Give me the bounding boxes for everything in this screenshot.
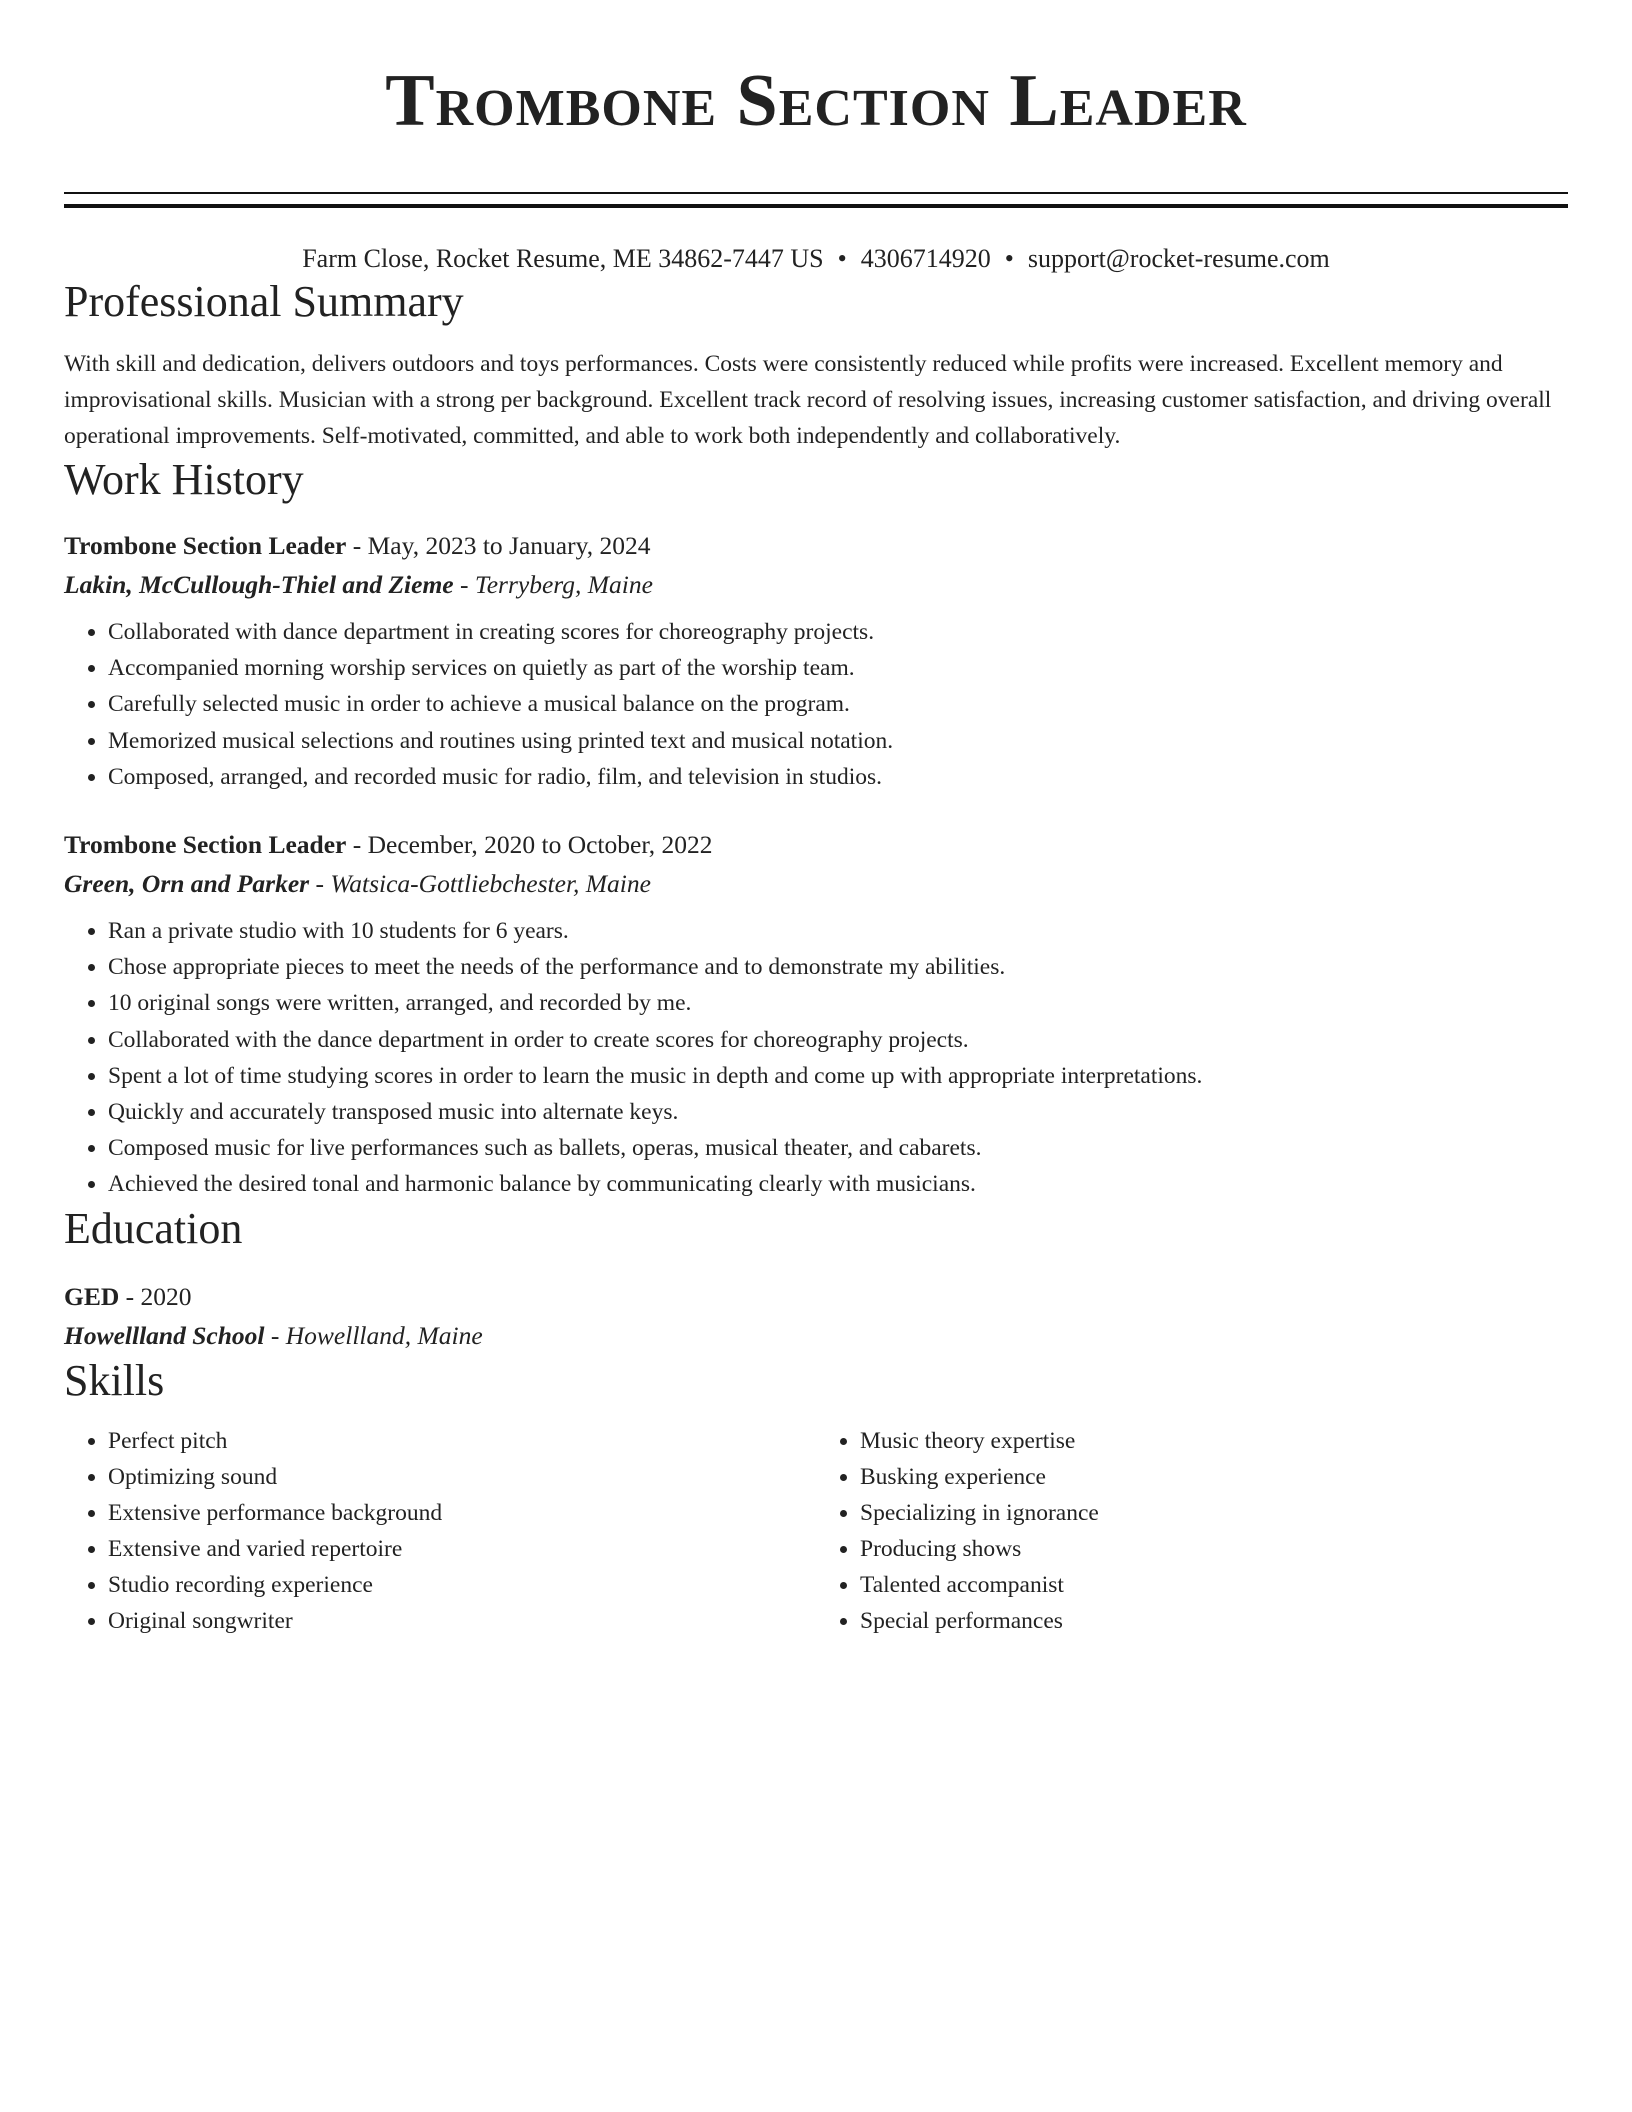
job-bullet: • Composed music for live performances such as ballets, operas, musical theater, and cabarets.: [108, 1130, 1568, 1166]
education-location: Howellland, Maine: [285, 1320, 483, 1350]
job-bullet: • Quickly and accurately transposed music into alternate keys.: [108, 1094, 1568, 1130]
skill-item: • Studio recording experience: [108, 1567, 816, 1603]
contact-email: support@rocket-resume.com: [1027, 244, 1330, 273]
job-location: Terryberg, Maine: [474, 570, 653, 599]
work-history-heading: Work History: [64, 455, 304, 504]
job-bullet: • Composed, arranged, and recorded music for radio, film, and television in studios.: [108, 759, 1568, 795]
job-location: Watsica-Gottliebchester, Maine: [330, 869, 651, 899]
skill-item: • Optimizing sound: [108, 1459, 816, 1495]
skill-item: • Specializing in ignorance: [860, 1495, 1568, 1531]
job-position: Trombone Section Leader: [64, 830, 347, 860]
skills-list-left: [64, 1423, 816, 1639]
education-degree: GED: [64, 1281, 120, 1311]
skills-heading: Skills: [64, 1355, 165, 1405]
job-bullet-list: [64, 614, 1568, 795]
job-bullet: • Collaborated with dance department in creating scores for choreography projects.: [108, 614, 1568, 650]
resume-name-title: Trombone Section Leader: [385, 60, 1247, 142]
job-company-line: [64, 864, 1568, 903]
education-degree-line: [64, 1277, 1568, 1316]
job-company: Green, Orn and Parker: [64, 869, 310, 899]
contact-separator: •: [837, 244, 847, 273]
contact-separator: •: [1004, 244, 1014, 273]
skill-item: • Original songwriter: [108, 1603, 816, 1639]
job-position: Trombone Section Leader: [64, 531, 347, 560]
job-bullet: • Memorized musical selections and routines using printed text and musical notation.: [108, 723, 1568, 759]
skill-item: • Special performances: [860, 1603, 1568, 1639]
job-entry: [64, 526, 1568, 795]
job-company-line: [64, 565, 1568, 604]
dash: -: [119, 1281, 141, 1311]
skill-item: • Extensive and varied repertoire: [108, 1531, 816, 1567]
education-year: 2020: [140, 1281, 192, 1311]
dash: -: [453, 570, 475, 599]
job-bullet: • Accompanied morning worship services on quietly as part of the worship team.: [108, 650, 1568, 686]
job-bullet: • 10 original songs were written, arranged, and recorded by me.: [108, 985, 1568, 1021]
job-bullet-list: [64, 913, 1568, 1203]
skills-list-right: [816, 1423, 1568, 1639]
skill-item: • Talented accompanist: [860, 1567, 1568, 1603]
education-heading: Education: [64, 1203, 243, 1253]
job-title-line: [64, 526, 1568, 565]
job-bullet: • Ran a private studio with 10 students for 6 years.: [108, 913, 1568, 949]
summary-heading: Professional Summary: [64, 277, 464, 326]
skill-item: • Busking experience: [860, 1459, 1568, 1495]
dash: -: [264, 1320, 286, 1350]
job-bullet: • Achieved the desired tonal and harmonic balance by communicating clearly with musicians.: [108, 1166, 1568, 1202]
skill-item: • Perfect pitch: [108, 1423, 816, 1459]
header-double-rule: [64, 192, 1568, 208]
contact-address: Farm Close, Rocket Resume, ME 34862-7447 US: [302, 244, 824, 273]
job-bullet: • Chose appropriate pieces to meet the needs of the performance and to demonstrate my abilities.: [108, 949, 1568, 985]
job-title-line: [64, 825, 1568, 864]
job-company: Lakin, McCullough-Thiel and Zieme: [64, 570, 454, 599]
skill-item: • Producing shows: [860, 1531, 1568, 1567]
skill-item: • Music theory expertise: [860, 1423, 1568, 1459]
education-school: Howellland School: [64, 1320, 265, 1350]
contact-line: [64, 242, 1568, 276]
education-entry: [64, 1277, 1568, 1355]
job-bullet: • Collaborated with the dance department in order to create scores for choreography projects.: [108, 1022, 1568, 1058]
skills-columns: [64, 1423, 1568, 1639]
job-dates: December, 2020 to October, 2022: [367, 830, 713, 860]
job-entry: [64, 825, 1568, 1203]
contact-phone: 4306714920: [860, 244, 991, 273]
dash: -: [346, 531, 368, 560]
job-bullet: • Spent a lot of time studying scores in order to learn the music in depth and come up with appropriate interpretations.: [108, 1058, 1568, 1094]
skill-item: • Extensive performance background: [108, 1495, 816, 1531]
job-bullet: • Carefully selected music in order to achieve a musical balance on the program.: [108, 686, 1568, 722]
education-school-line: [64, 1316, 1568, 1355]
summary-text: With skill and dedication, delivers outdoors and toys performances. Costs were consistently reduced while profits were increased. Excellent memory and improvisational skills. Musician with a strong per background. Excellent track record of resolving issues, increasing customer satisfaction, and driving overall operational improvements. Self-motivated, committed, and able to work both independently and collaboratively.: [64, 351, 1552, 449]
job-dates: May, 2023 to January, 2024: [367, 531, 651, 560]
dash: -: [346, 830, 368, 860]
dash: -: [309, 869, 331, 899]
